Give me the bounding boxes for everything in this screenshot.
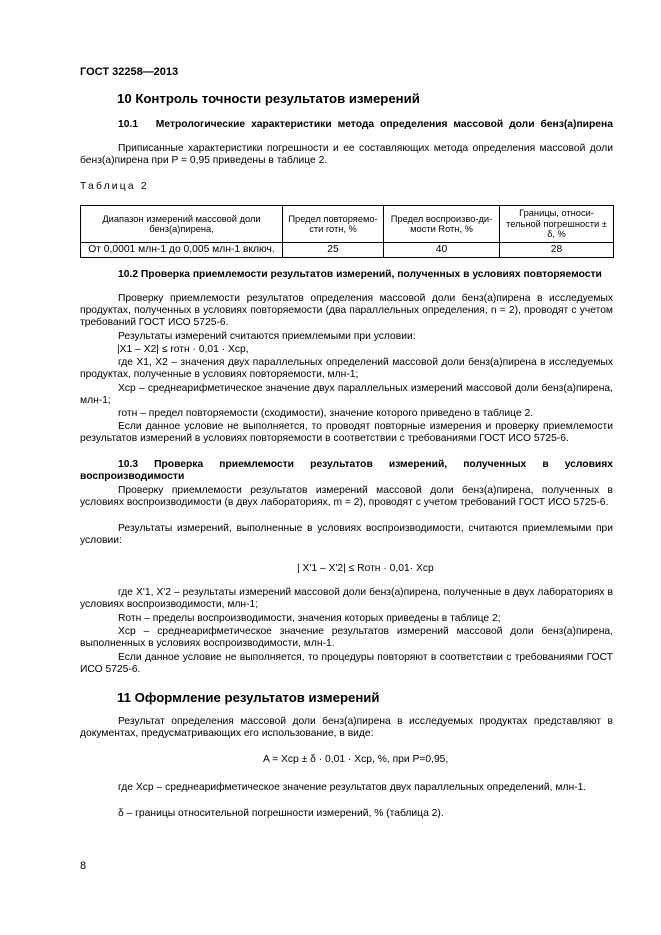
paragraph-10-3-where-1: где X'1, X'2 – результаты измерений массовой доли бенз(а)пирена, полученные в двух лабораториях в условиях воспроизводимости, млн-1; bbox=[80, 587, 613, 611]
table-caption: Таблица 2 bbox=[80, 181, 149, 192]
formula-reproducibility: | X'1 – X'2| ≤ Rотн · 0,01· Xср bbox=[297, 563, 434, 574]
table-header-error-bounds: Границы, относи-тельной погрешности ± δ, % bbox=[500, 206, 614, 243]
paragraph-10-3-p1: Проверку приемлемости результатов измерений массовой доли бенз(а)пирена, полученных в условиях воспроизводимости (в двух лабораториях, m = 2), проводят с учетом требований ГОСТ ИСО 5725-6. bbox=[80, 485, 613, 509]
subsection-10-2-title: 10.2 Проверка приемлемости результатов измерений, полученных в условиях повторяемости bbox=[118, 269, 602, 280]
table-cell-reproducibility: 40 bbox=[384, 243, 500, 258]
formula-repeatability: |X1 – X2| ≤ rотн · 0,01 · Xср, bbox=[117, 344, 249, 355]
paragraph-11-where-1: где Xср – среднеарифметическое значение результатов двух параллельных определений, млн-1. bbox=[118, 782, 587, 793]
paragraph-11-p1: Результат определения массовой доли бенз(а)пирена в исследуемых продуктах представляют в документах, предусматривающих его использование, в виде: bbox=[80, 716, 613, 740]
table-cell-error-bounds: 28 bbox=[500, 243, 614, 258]
paragraph-10-3-where-2: Rотн – пределы воспроизводимости, значения которых приведены в таблице 2; bbox=[118, 613, 501, 624]
section-11-title: 11 Оформление результатов измерений bbox=[117, 690, 380, 705]
document-header: ГОСТ 32258—2013 bbox=[80, 66, 179, 78]
subsection-10-1-number: 10.1 bbox=[118, 119, 139, 130]
subsection-10-3-title: 10.3 Проверка приемлемости результатов измерений, полученных в условиях воспроизводимости bbox=[80, 459, 613, 483]
paragraph-10-3-p3: Если данное условие не выполняется, то процедуры повторяют в соответствии с требованиями ГОСТ ИСО 5725-6. bbox=[80, 652, 613, 676]
table-row bbox=[81, 243, 614, 258]
table-header-range: Диапазон измерений массовой доли бенз(а)пирена, bbox=[81, 206, 283, 243]
page-number: 8 bbox=[80, 860, 87, 872]
paragraph-10-3-where-3: Xср – среднеарифметическое значение результатов измерений массовой доли бенз(а)пирена, выполненных в условиях воспроизводимости, млн-1. bbox=[80, 626, 613, 650]
paragraph-10-2-p3: Если данное условие не выполняется, то проводят повторные измерения и проверку приемлемости результатов измерений в условиях повторяемости в соответствии с требованиями ГОСТ ИСО 5725-6. bbox=[80, 421, 613, 445]
paragraph-11-where-2: δ – границы относительной погрешности измерений, % (таблица 2). bbox=[118, 808, 444, 819]
subsection-10-1-heading: Метрологические характеристики метода определения массовой доли бенз(а)пирена bbox=[155, 119, 613, 130]
formula-result: A = Xср ± δ · 0,01 · Xср, %, при P=0,95, bbox=[263, 754, 449, 765]
table-cell-repeatability: 25 bbox=[283, 243, 384, 258]
section-10-title: 10 Контроль точности результатов измерений bbox=[117, 91, 420, 106]
paragraph-10-2-where-2: Xср – среднеарифметическое значение двух параллельных измерений массовой доли бенз(а)пирена, млн-1; bbox=[80, 383, 613, 407]
paragraph-10-2-where-1: где X1, X2 – значения двух параллельных определений массовой доли бенз(а)пирена в исследуемых продуктах, полученные в условиях повторяемости, млн-1; bbox=[80, 357, 613, 381]
paragraph-10-2-where-3: rотн – предел повторяемости (сходимости), значение которого приведено в таблице 2. bbox=[118, 408, 534, 419]
table-cell-range: От 0,0001 млн-1 до 0,005 млн-1 включ. bbox=[81, 243, 283, 258]
paragraph-10-2-p1: Проверку приемлемости результатов определения массовой доли бенз(а)пирена в исследуемых продуктах, полученных в условиях повторяемости (два параллельных определения, n = 2), проводят с учетом требований ГОСТ ИСО 5725-6. bbox=[80, 293, 613, 329]
table-header-reproducibility: Предел воспроизво-ди-мости Rотн, % bbox=[384, 206, 500, 243]
table-header-repeatability: Предел повторяемо-сти rотн, % bbox=[283, 206, 384, 243]
paragraph-10-1-text: Приписанные характеристики погрешности и ее составляющих метода определения массовой доли бенз(а)пирена при P = 0,95 приведены в таблице 2. bbox=[80, 143, 613, 167]
paragraph-10-3-p2: Результаты измерений, выполненные в условиях воспроизводимости, считаются приемлемыми при условии: bbox=[80, 523, 613, 547]
subsection-10-1-title bbox=[80, 119, 613, 131]
paragraph-10-2-p2: Результаты измерений считаются приемлемыми при условии: bbox=[118, 331, 416, 342]
table-2 bbox=[80, 205, 614, 258]
